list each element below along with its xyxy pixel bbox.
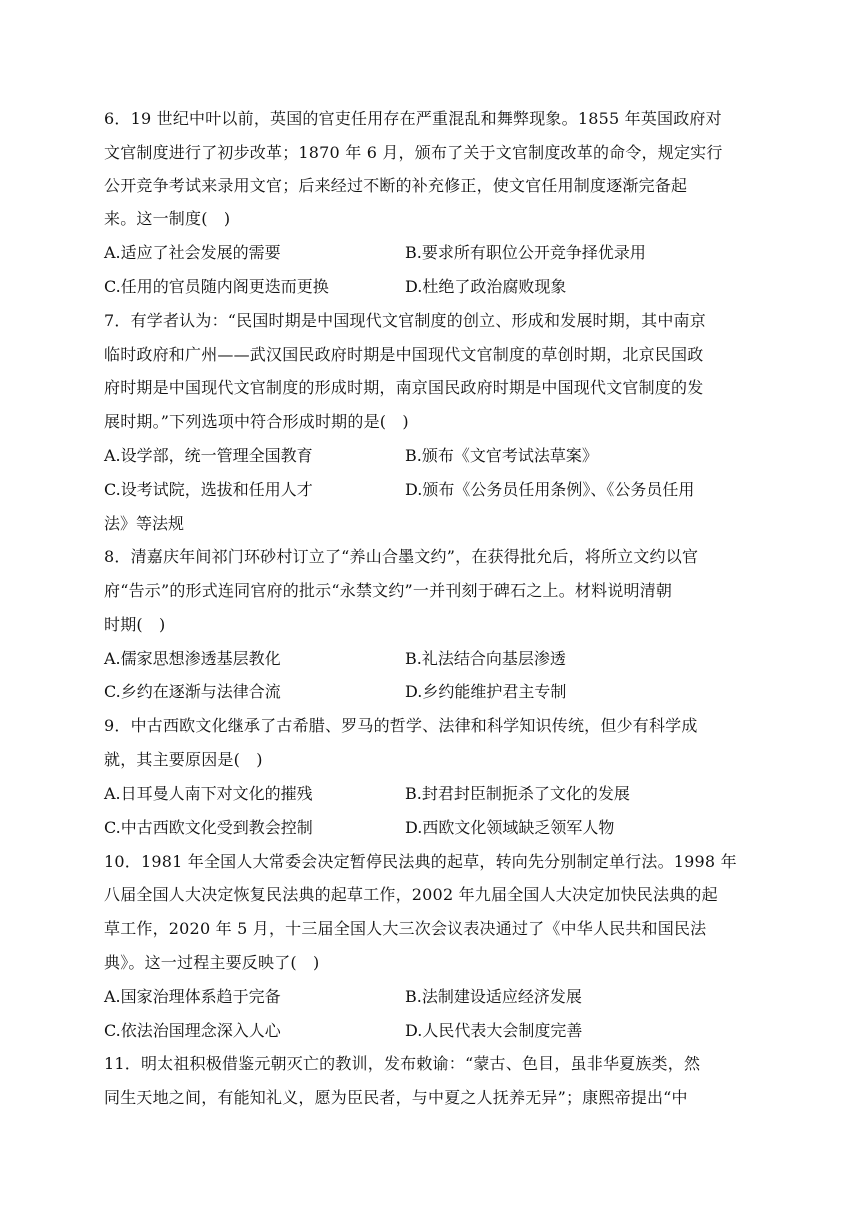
option-d: D.人民代表大会制度完善 (405, 1021, 583, 1040)
question-stem-line: 公开竞争考试来录用文官；后来经过不断的补充修正，使文官任用制度逐渐完备起 (104, 176, 688, 195)
option-b: B.颁布《文官考试法草案》 (405, 446, 598, 465)
option-d: D.西欧文化领域缺乏领军人物 (405, 818, 615, 837)
option-a: A.国家治理体系趋于完备 (104, 987, 281, 1006)
question-stem-line: 10．1981 年全国人大常委会决定暂停民法典的起草，转向先分别制定单行法。1998 年 (104, 852, 737, 871)
question-stem-line: 就，其主要原因是( ) (104, 750, 263, 769)
option-c: C.乡约在逐渐与法律合流 (104, 682, 281, 701)
question-stem-line: 草工作，2020 年 5 月，十三届全国人大三次会议表决通过了《中华人民共和国民法 (104, 919, 707, 938)
option-b: B.礼法结合向基层渗透 (405, 649, 566, 668)
question-stem-line: 临时政府和广州——武汉国民政府时期是中国现代文官制度的草创时期，北京民国政 (104, 345, 704, 364)
question-stem-line: 同生天地之间，有能知礼义，愿为臣民者，与中夏之人抚养无异”；康熙帝提出“中 (104, 1088, 688, 1107)
option-b: B.要求所有职位公开竞争择优录用 (405, 243, 646, 262)
option-c: C.依法治国理念深入人心 (104, 1021, 281, 1040)
question-stem-line: 来。这一制度( ) (104, 209, 231, 228)
question-stem-line: 9．中古西欧文化继承了古希腊、罗马的哲学、法律和科学知识传统，但少有科学成 (104, 716, 698, 735)
option-c: C.任用的官员随内阁更迭而更换 (104, 277, 329, 296)
question-stem-line: 府时期是中国现代文官制度的形成时期，南京国民政府时期是中国现代文官制度的发 (104, 378, 704, 397)
question-stem-line: 八届全国人大决定恢复民法典的起草工作，2002 年九届全国人大决定加快民法典的起 (104, 885, 718, 904)
option-a: A.儒家思想渗透基层教化 (104, 649, 281, 668)
option-d: D.颁布《公务员任用条例》、《公务员任用 (405, 480, 695, 499)
question-stem-line: 8．清嘉庆年间祁门环砂村订立了“养山合墨文约”，在获得批允后，将所立文约以官 (104, 547, 699, 566)
option-a: A.设学部，统一管理全国教育 (104, 446, 313, 465)
option-d: D.杜绝了政治腐败现象 (405, 277, 567, 296)
option-a: A.日耳曼人南下对文化的摧残 (104, 784, 313, 803)
question-stem-line: 文官制度进行了初步改革；1870 年 6 月，颁布了关于文官制度改革的命令，规定实行 (104, 143, 723, 162)
option-a: A.适应了社会发展的需要 (104, 243, 281, 262)
question-stem-line: 府“告示”的形式连同官府的批示“永禁文约”一并刊刻于碑石之上。材料说明清朝 (104, 581, 673, 600)
question-stem-line: 典》。这一过程主要反映了( ) (104, 953, 320, 972)
question-stem-line: 时期( ) (104, 615, 166, 634)
option-b: B.法制建设适应经济发展 (405, 987, 582, 1006)
question-stem-line: 11．明太祖积极借鉴元朝灭亡的教训，发布敕谕：“蒙古、色目，虽非华夏族类，然 (104, 1054, 701, 1073)
option-d: D.乡约能维护君主专制 (405, 682, 567, 701)
question-stem-line: 6．19 世纪中叶以前，英国的官吏任用存在严重混乱和舞弊现象。1855 年英国政府对 (104, 109, 722, 128)
question-stem-line: 7．有学者认为：“民国时期是中国现代文官制度的创立、形成和发展时期，其中南京 (104, 311, 706, 330)
option-b: B.封君封臣制扼杀了文化的发展 (405, 784, 630, 803)
option-c: C.中古西欧文化受到教会控制 (104, 818, 313, 837)
option-c: C.设考试院，选拔和任用人才 (104, 480, 313, 499)
option-d-continued: 法》等法规 (104, 514, 185, 533)
question-stem-line: 展时期。”下列选项中符合形成时期的是( ) (104, 412, 409, 431)
